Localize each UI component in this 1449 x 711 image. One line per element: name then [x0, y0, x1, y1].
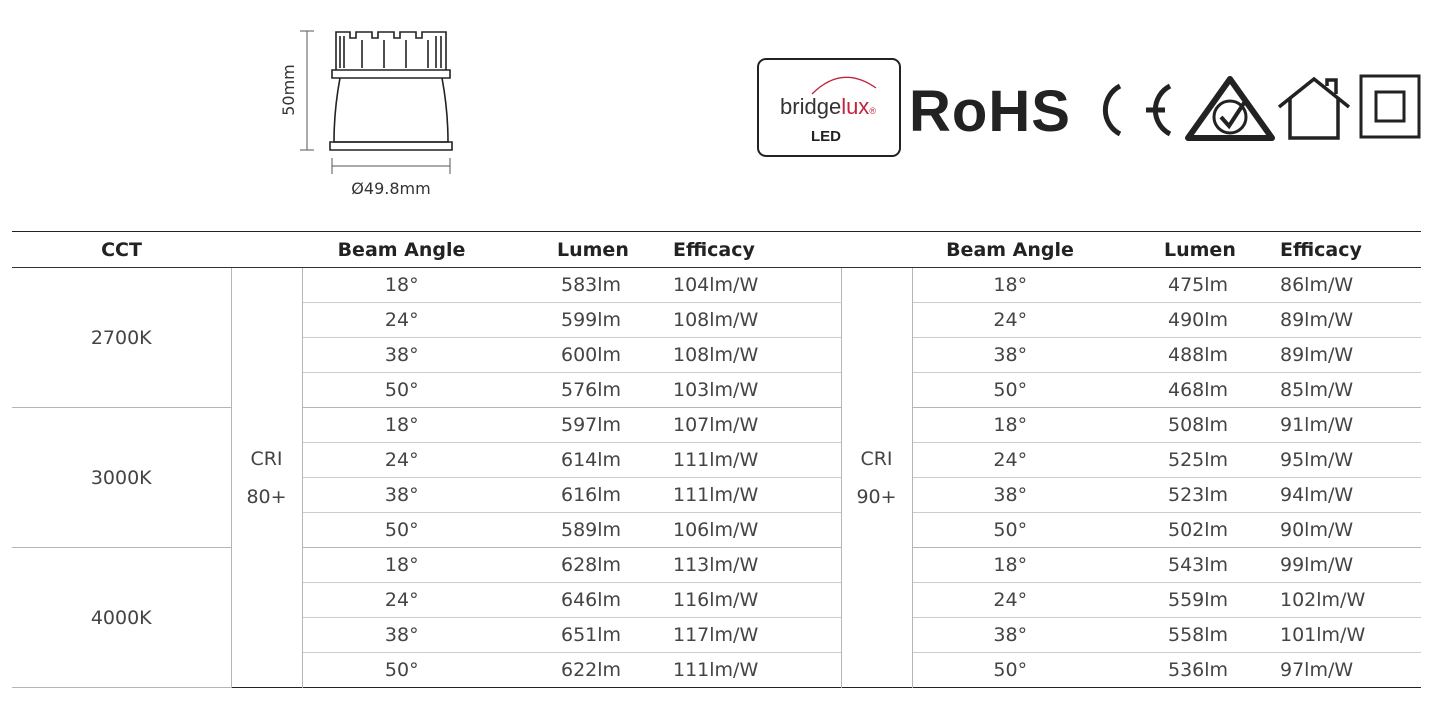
- efficacy-cell: 89lm/W: [1270, 338, 1421, 373]
- table-row: [12, 268, 1421, 303]
- lumen-cell: 599lm: [531, 303, 663, 338]
- cct-cell: 2700K: [12, 268, 231, 408]
- table-header-row: [12, 232, 1421, 268]
- lumen-cell: 508lm: [1138, 408, 1270, 443]
- certification-logos: [758, 59, 1419, 156]
- lumen-cell: 468lm: [1138, 373, 1270, 408]
- lumen-cell: 616lm: [531, 478, 663, 513]
- lumen-cell: 490lm: [1138, 303, 1270, 338]
- header-spacer-cri80: [231, 232, 302, 268]
- efficacy-cell: 116lm/W: [663, 583, 841, 618]
- lumen-cell: 488lm: [1138, 338, 1270, 373]
- efficacy-cell: 102lm/W: [1270, 583, 1421, 618]
- height-dimension-label: 50mm: [279, 64, 298, 116]
- beam-angle-cell: 24°: [912, 583, 1138, 618]
- efficacy-cell: 90lm/W: [1270, 513, 1421, 548]
- efficacy-cell: 104lm/W: [663, 268, 841, 303]
- beam-angle-cell: 38°: [912, 618, 1138, 653]
- efficacy-cell: 95lm/W: [1270, 443, 1421, 478]
- efficacy-cell: 106lm/W: [663, 513, 841, 548]
- cri-80-label-line2: 80+: [246, 485, 287, 508]
- beam-angle-cell: 18°: [302, 548, 531, 583]
- efficacy-cell: 89lm/W: [1270, 303, 1421, 338]
- beam-angle-cell: 38°: [302, 478, 531, 513]
- beam-angle-cell: 38°: [302, 618, 531, 653]
- efficacy-cell: 107lm/W: [663, 408, 841, 443]
- beam-angle-cell: 18°: [912, 548, 1138, 583]
- beam-angle-cell: 24°: [302, 303, 531, 338]
- indoor-use-house-icon: [1279, 79, 1349, 138]
- efficacy-cell: 94lm/W: [1270, 478, 1421, 513]
- lumen-cell: 523lm: [1138, 478, 1270, 513]
- efficacy-cell: 103lm/W: [663, 373, 841, 408]
- beam-angle-cell: 50°: [302, 373, 531, 408]
- efficacy-cell: 111lm/W: [663, 478, 841, 513]
- lumen-cell: 525lm: [1138, 443, 1270, 478]
- cct-cell: 3000K: [12, 408, 231, 548]
- product-drawing: [279, 31, 452, 198]
- height-dimension-line: [300, 31, 314, 150]
- ce-mark-icon: [1105, 86, 1170, 134]
- bridgelux-led-label: LED: [811, 128, 841, 145]
- lumen-cell: 558lm: [1138, 618, 1270, 653]
- header-lumen-cri80: Lumen: [531, 232, 663, 268]
- table-body: [12, 268, 1421, 688]
- header-lumen-cri90: Lumen: [1138, 232, 1270, 268]
- cri-90-label-line1: CRI: [860, 447, 893, 470]
- beam-angle-cell: 38°: [912, 478, 1138, 513]
- beam-angle-cell: 24°: [912, 443, 1138, 478]
- lumen-cell: 646lm: [531, 583, 663, 618]
- header-efficacy-cri80: Efficacy: [663, 232, 841, 268]
- lumen-cell: 536lm: [1168, 659, 1229, 681]
- beam-angle-cell: 50°: [912, 373, 1138, 408]
- beam-angle-cell: 18°: [302, 268, 531, 303]
- photometric-spec-table: [12, 231, 1421, 688]
- lumen-cell: 600lm: [531, 338, 663, 373]
- cct-cell: 4000K: [12, 548, 231, 688]
- efficacy-cell: 97lm/W: [1280, 659, 1354, 681]
- svg-text:bridgelux®: [780, 94, 876, 119]
- cri-90-label-line2: 90+: [856, 485, 897, 508]
- lumen-cell: 614lm: [531, 443, 663, 478]
- beam-angle-cell: 50°: [302, 513, 531, 548]
- lumen-cell: 475lm: [1138, 268, 1270, 303]
- beam-angle-cell: 50°: [912, 513, 1138, 548]
- efficacy-cell: 111lm/W: [663, 443, 841, 478]
- lumen-cell: 622lm: [561, 659, 622, 681]
- cri-80-label-line1: CRI: [250, 447, 283, 470]
- lumen-cell: 583lm: [531, 268, 663, 303]
- class-ii-insulation-icon: [1361, 76, 1419, 137]
- bridgelux-brand-prefix: bridge: [780, 94, 842, 119]
- beam-angle-cell: 50°: [384, 659, 419, 681]
- table-row: [12, 548, 1421, 583]
- header-efficacy-cri90: Efficacy: [1270, 232, 1421, 268]
- beam-angle-cell: 24°: [302, 443, 531, 478]
- efficacy-cell: 117lm/W: [663, 618, 841, 653]
- lumen-cell: 597lm: [531, 408, 663, 443]
- bridgelux-led-logo: [758, 59, 900, 156]
- efficacy-cell: 111lm/W: [673, 659, 759, 681]
- lumen-cell: 651lm: [531, 618, 663, 653]
- efficacy-cell: 113lm/W: [663, 548, 841, 583]
- lumen-cell: 589lm: [531, 513, 663, 548]
- efficacy-cell: 91lm/W: [1270, 408, 1421, 443]
- efficacy-cell: 99lm/W: [1270, 548, 1421, 583]
- efficacy-cell: 101lm/W: [1270, 618, 1421, 653]
- beam-angle-cell: 24°: [302, 583, 531, 618]
- header-spacer-cri90: [841, 232, 912, 268]
- lumen-cell: 576lm: [531, 373, 663, 408]
- lumen-cell: 543lm: [1138, 548, 1270, 583]
- header-beam-angle-cri90: Beam Angle: [912, 232, 1138, 268]
- rohs-label: RoHS: [909, 79, 1071, 144]
- diameter-dimension-label: Ø49.8mm: [351, 179, 431, 198]
- table-row: [12, 408, 1421, 443]
- efficacy-cell: 86lm/W: [1270, 268, 1421, 303]
- bridgelux-registered-mark: ®: [869, 106, 876, 116]
- efficacy-cell: 108lm/W: [663, 303, 841, 338]
- header-beam-angle-cri80: Beam Angle: [302, 232, 531, 268]
- lumen-cell: 559lm: [1138, 583, 1270, 618]
- header-cct: CCT: [12, 232, 231, 268]
- lumen-cell: 628lm: [531, 548, 663, 583]
- beam-angle-cell: 38°: [912, 338, 1138, 373]
- product-outline-icon: [330, 32, 452, 150]
- cri-90-label: [841, 268, 912, 688]
- beam-angle-cell: 18°: [912, 268, 1138, 303]
- cri-80-label: [231, 268, 302, 688]
- lumen-cell: 502lm: [1138, 513, 1270, 548]
- bridgelux-brand-suffix: lux: [841, 94, 870, 119]
- efficacy-cell: 108lm/W: [663, 338, 841, 373]
- efficacy-cell: 85lm/W: [1270, 373, 1421, 408]
- beam-angle-cell: 18°: [912, 408, 1138, 443]
- diameter-dimension-line: [332, 158, 450, 174]
- beam-angle-cell: 24°: [912, 303, 1138, 338]
- beam-angle-cell: 18°: [302, 408, 531, 443]
- beam-angle-cell: 50°: [993, 659, 1028, 681]
- rcm-mark-icon: [1188, 79, 1272, 138]
- beam-angle-cell: 38°: [302, 338, 531, 373]
